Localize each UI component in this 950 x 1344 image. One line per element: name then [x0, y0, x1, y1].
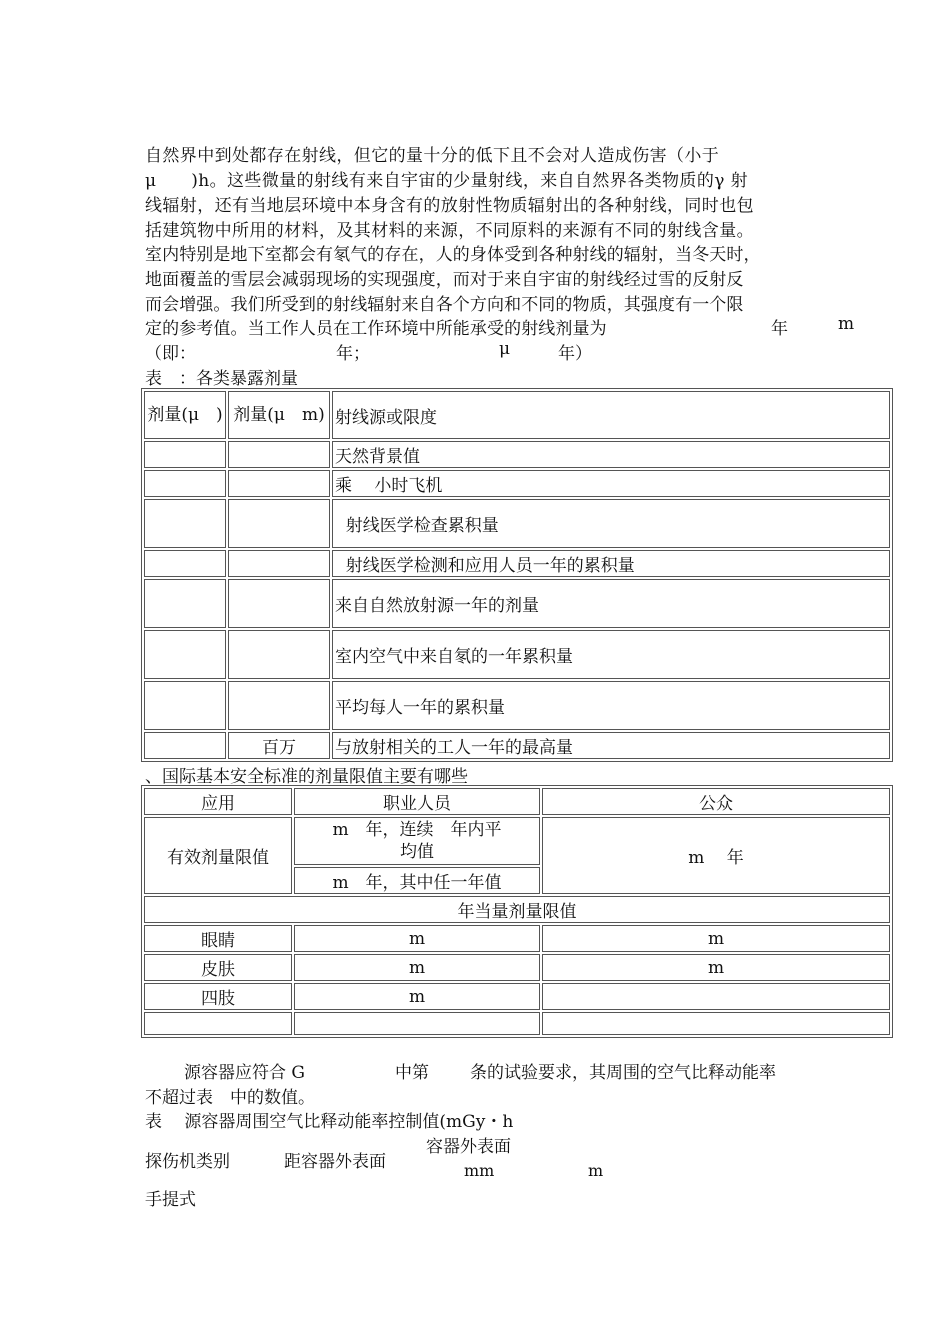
organ-label: 四肢	[144, 983, 292, 1010]
table-row	[144, 732, 890, 759]
safety-standard-table	[141, 785, 893, 1038]
header-public: 公众	[542, 788, 890, 815]
cell: 室内空气中来自氡的一年累积量	[332, 630, 890, 679]
cell: 来自自然放射源一年的剂量	[332, 579, 890, 628]
cell	[228, 441, 330, 468]
footer-p1-b: 中第	[395, 1063, 429, 1083]
cell: 平均每人一年的累积量	[332, 681, 890, 730]
cell	[228, 499, 330, 548]
footer-p1-c: 条的试验要求，其周围的空气比释动能率	[470, 1063, 776, 1083]
table-row	[144, 579, 890, 628]
occupational-limit-1	[294, 817, 540, 865]
cell: 天然背景值	[332, 441, 890, 468]
header-dose-2: 剂量(μ m)	[228, 391, 330, 439]
cell	[228, 470, 330, 497]
exposure-dose-table	[141, 388, 893, 762]
occupational-limit-1-line-1: m 年，连续 年内平	[332, 820, 502, 840]
footer-p2: 不超过表 中的数值。	[145, 1088, 315, 1108]
annual-equivalent-dose-header: 年当量剂量限值	[144, 896, 890, 923]
intro-line-9-c: μ	[499, 339, 511, 359]
cell	[144, 441, 226, 468]
table-row	[144, 441, 890, 468]
header-application: 应用	[144, 788, 292, 815]
intro-line-1: 自然界中到处都存在射线，但它的量十分的低下且不会对人造成伤害（小于	[145, 146, 720, 166]
intro-line-4: 括建筑物中所用的材料，及其材料的来源，不同原料的来源有不同的射线含量。	[145, 221, 754, 241]
intro-line-8-unit: m	[838, 314, 855, 334]
table1-caption: 表 ：各类暴露剂量	[145, 369, 298, 389]
cell: 与放射相关的工人一年的最高量	[332, 732, 890, 759]
table-row	[144, 1012, 890, 1035]
cell	[144, 630, 226, 679]
table3-caption: 表 源容器周围空气比释动能率控制值(mGy・h	[145, 1112, 514, 1132]
cell: 百万	[228, 732, 330, 759]
occupational-value: m	[294, 954, 540, 981]
cell	[228, 579, 330, 628]
organ-label	[144, 1012, 292, 1035]
table3-col-distance: 距容器外表面	[284, 1152, 386, 1172]
table3-col-surface: 容器外表面	[426, 1137, 511, 1157]
table-row	[144, 925, 890, 952]
table-row	[144, 550, 890, 577]
intro-line-2: μ )h。这些微量的射线有来自宇宙的少量射线，来自自然界各类物质的γ 射	[145, 171, 748, 191]
cell	[144, 579, 226, 628]
cell	[144, 732, 226, 759]
footer-p1-a: 源容器应符合 G	[184, 1063, 305, 1083]
cell	[144, 550, 226, 577]
table3-unit-mm: mm	[464, 1161, 495, 1180]
cell	[144, 499, 226, 548]
cell	[228, 550, 330, 577]
occupational-value: m	[294, 983, 540, 1010]
organ-label: 眼睛	[144, 925, 292, 952]
intro-line-3: 线辐射，还有当地层环境中本身含有的放射性物质辐射出的各种射线，同时也包	[145, 196, 754, 216]
intro-line-5: 室内特别是地下室都会有氡气的存在，人的身体受到各种射线的辐射，当冬天时，	[145, 245, 761, 265]
table-row	[144, 983, 890, 1010]
occupational-limit-1-line-2: 均值	[400, 842, 434, 862]
organ-label: 皮肤	[144, 954, 292, 981]
intro-line-7: 而会增强。我们所受到的射线辐射来自各个方向和不同的物质，其强度有一个限	[145, 295, 744, 315]
table-row	[144, 499, 890, 548]
public-value: m	[542, 954, 890, 981]
occupational-value	[294, 1012, 540, 1035]
cell: 射线医学检查累积量	[332, 499, 890, 548]
occupational-limit-2: m 年，其中任一年值	[294, 867, 540, 894]
table-row	[144, 681, 890, 730]
table-row	[144, 470, 890, 497]
intro-line-9-a: （即：	[145, 344, 196, 364]
occupational-value: m	[294, 925, 540, 952]
cell: 射线医学检测和应用人员一年的累积量	[332, 550, 890, 577]
cell	[144, 470, 226, 497]
public-limit: m 年	[542, 817, 890, 894]
public-value	[542, 1012, 890, 1035]
table-row	[144, 954, 890, 981]
intro-line-8-year: 年	[771, 319, 788, 339]
public-value	[542, 983, 890, 1010]
intro-line-9-b: 年；	[336, 344, 370, 364]
header-source: 射线源或限度	[332, 391, 890, 439]
cell	[228, 681, 330, 730]
public-value: m	[542, 925, 890, 952]
cell	[228, 630, 330, 679]
header-dose-1: 剂量(μ )	[144, 391, 226, 439]
header-occupational: 职业人员	[294, 788, 540, 815]
cell	[144, 681, 226, 730]
effective-dose-label: 有效剂量限值	[144, 817, 292, 894]
table3-col-category: 探伤机类别	[145, 1152, 230, 1172]
intro-line-8: 定的参考值。当工作人员在工作环境中所能承受的射线剂量为	[145, 319, 607, 339]
table2-caption: 、国际基本安全标准的剂量限值主要有哪些	[145, 767, 468, 787]
table3-row-portable: 手提式	[145, 1190, 196, 1210]
table-row	[144, 630, 890, 679]
table3-unit-m: m	[588, 1161, 604, 1180]
intro-line-6: 地面覆盖的雪层会减弱现场的实现强度，而对于来自宇宙的射线经过雪的反射反	[145, 270, 744, 290]
intro-line-9-d: 年）	[558, 344, 592, 364]
cell: 乘 小时飞机	[332, 470, 890, 497]
